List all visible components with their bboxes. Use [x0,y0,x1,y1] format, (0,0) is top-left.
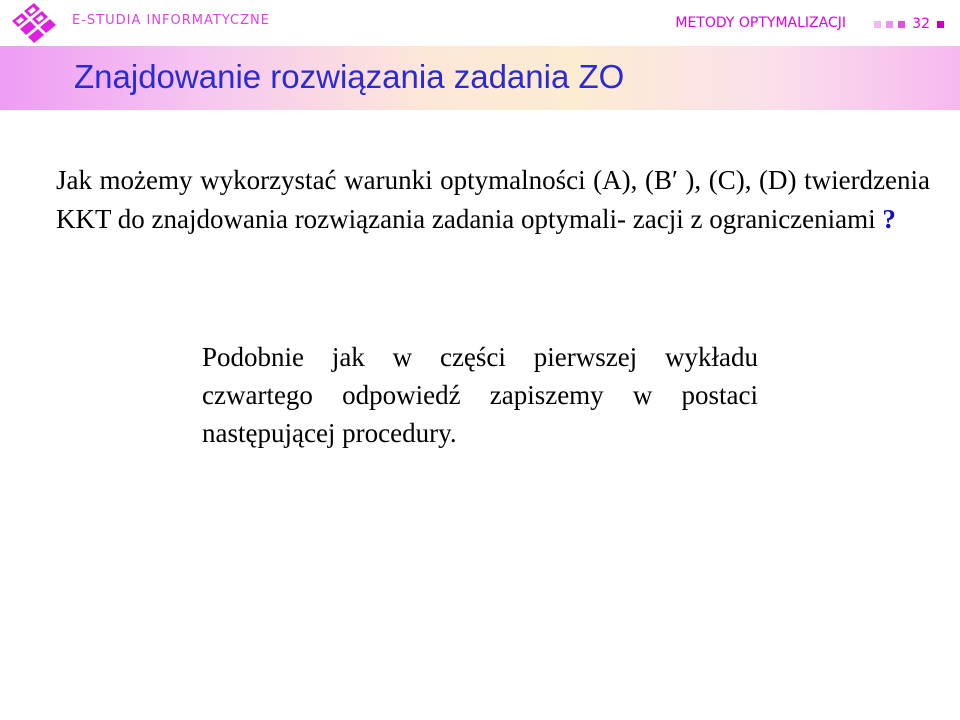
slide-header [0,0,960,46]
page-indicator [874,15,944,33]
answer-line-1: Podobnie jak w części pierwszej wykładu [202,342,758,372]
pager-square-icon [874,21,881,28]
question-line-1: Jak możemy wykorzystać warunki optymalności (A), (B′ ), (C), (D) [56,165,797,195]
question-mark: ? [882,204,896,234]
brand-label: E-STUDIA INFORMATYCZNE [72,13,270,28]
e-studia-logo-icon [8,3,56,43]
answer-line-3: następującej procedury. [202,418,457,448]
pager-square-icon [937,21,944,28]
slide-title: Znajdowanie rozwiązania zadania ZO [74,58,625,95]
course-title: METODY OPTYMALIZACJI [675,15,846,31]
title-banner [0,46,960,110]
question-paragraph [56,161,930,239]
page-number: 32 [912,16,930,32]
pager-square-icon [886,21,893,28]
answer-paragraph [202,338,758,452]
pager-square-icon [898,21,905,28]
question-line-2: twierdzenia KKT do znajdowania rozwiązania zadania optymali- [56,165,931,234]
answer-line-2: czwartego odpowiedź zapiszemy w postaci [202,380,758,410]
question-line-3: zacji z ograniczeniami [632,204,876,234]
